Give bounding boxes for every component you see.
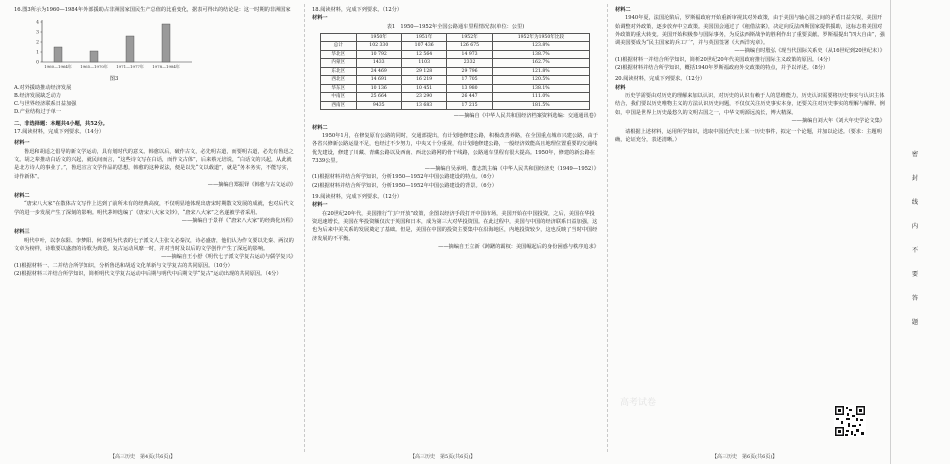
q17-requirement-1: (1)根据材料一、二并结合所学知识，分析鲁迅和胡适文化革新与文学复古的共同原因。（10分） — [14, 262, 233, 269]
q16-option-b: B.经济发展缺乏动力 — [14, 92, 61, 99]
table-row — [321, 67, 590, 76]
q16-option-a: A.对外援助推动经济发展 — [14, 84, 72, 91]
page-4-footer: 【高三历史 第4页(共6页)】 — [110, 454, 176, 460]
road-mileage-table — [320, 33, 590, 111]
page-6-column — [615, 6, 885, 452]
page-5-column — [312, 6, 599, 452]
y-tick-label: 2 — [36, 40, 39, 46]
x-tick-label: 1978—1984年 — [152, 64, 180, 70]
seal-line-char: 封 — [911, 175, 919, 182]
table-cell: 162.7% — [492, 59, 589, 68]
table-cell: 中南区 — [321, 93, 357, 102]
q19-material-2-label: 材料二 — [615, 7, 631, 13]
table-cell: 14 691 — [356, 76, 401, 85]
q20-material-label: 材料 — [615, 84, 626, 91]
q20-stem: 20.阅读材料，完成下列要求。（12分） — [615, 76, 706, 83]
q18-requirement-2: (2)根据材料并结合所学知识，分析1950—1952年中国公路建设的背景。（6分） — [312, 182, 497, 189]
q19-stem: 19.阅读材料，完成下列要求。（12分） — [312, 194, 403, 201]
table-cell: 25 664 — [356, 93, 401, 102]
table-cell: 总计 — [321, 42, 357, 51]
q20-material: 历史学需要由对历史的理解来加以认识，对历史的认识有赖于人的思维能力，历史认识需要将历史事实与认识主体结合，我们要以历史唯物主义的方法认识历史问题，不仅仅关注历史事实本身，还要关注对历史事实的理解与解释。例如，中国是世界上历史最悠久的文明古国之一，中华文明源远流长，博大精深。 — [615, 92, 885, 116]
column-divider — [607, 4, 608, 452]
table-cell: 2332 — [447, 59, 492, 68]
table-cell: 23 290 — [401, 93, 446, 102]
q18-requirement-1: (1)根据材料并结合所学知识，分析1950—1952年中国公路建设的特点。（6分） — [312, 174, 497, 181]
table-cell: 东北区 — [321, 67, 357, 76]
chart-bars — [54, 24, 170, 62]
y-tick-label: 1 — [36, 50, 39, 56]
q17-material-1: 鲁迅和胡适之倡导的新文学运动，具有划时代的意义。韩愈以后，破作古文，必先明古道，而要明古道，必先有鲁迅之文。胡之辈推动白话文的兴起，就民间而言，“这些诗文写在白话，而作文古体”，后来蔡元培说，“白话文的兴起，从此就是北方诗人的事业了。”，鲁迅宣言文学作品的思想，韩愈的这种说法，便是以先“文以载道”，就是“务本务实，不能写实，诗作新体”。 — [14, 148, 294, 180]
table-row — [321, 93, 590, 102]
table-header-cell: 1950年 — [356, 33, 401, 42]
bar-4 — [162, 24, 170, 62]
table-cell: 102 330 — [356, 42, 401, 51]
q19-requirement-1: (1)根据材料一并结合所学知识，简析20世纪20年代美国政府推行国际主义政策的原因。（4分） — [615, 56, 834, 63]
table-cell: 西北区 — [321, 76, 357, 85]
table-row — [321, 101, 590, 110]
table-row — [321, 76, 590, 85]
page-4-column — [14, 6, 296, 452]
q17-material-3: 明代中叶，以李东阳、李梦阳、何景明为代表的七子派文人主张文必秦汉，诗必盛唐，他们认为作文要以先秦、两汉的文章为榜样，诗歌要以盛唐的诗歌为典范。复古运动风靡一时，并对当时及以后的文学创作产生了深远的影响。 — [14, 237, 294, 252]
table-row — [321, 59, 590, 68]
q19-requirement-2: (2)根据材料并结合所学知识，概括1940年罗斯福政府外交政策的特点，并予以评述。（8分） — [615, 65, 829, 72]
table-cell: 121.8% — [492, 67, 589, 76]
table-cell: 138.1% — [492, 84, 589, 93]
seal-line-char: 线 — [911, 199, 919, 206]
binding-edge — [890, 0, 891, 464]
seal-line-char: 不 — [911, 247, 919, 254]
bar-3 — [126, 36, 134, 62]
q18-stem: 18.阅读材料，完成下列要求。（12分） — [312, 7, 403, 13]
table-header-cell: 1952年 — [447, 33, 492, 42]
y-tick-label: 3 — [36, 30, 39, 36]
q17-material-1-label: 材料一 — [14, 140, 30, 147]
table-cell: 17 215 — [447, 101, 492, 110]
q19-material-2-source: ——摘编自时殷弘《现当代国际关系史（从16世纪到20世纪末）》 — [734, 48, 885, 55]
table-header-cell: 1952年为1950年比较 — [492, 33, 589, 42]
table-cell: 29 128 — [401, 67, 446, 76]
table-cell: 17 705 — [447, 76, 492, 85]
x-tick-label: 1965—1970年 — [80, 64, 108, 70]
table-row — [321, 50, 590, 59]
table-cell: 华北区 — [321, 50, 357, 59]
seal-line-char: 答 — [911, 295, 919, 302]
table-cell: 13 683 — [401, 101, 446, 110]
q18-material-1-label: 材料一 — [312, 15, 328, 22]
table-cell: 14 973 — [447, 50, 492, 59]
chart-caption: 图3 — [109, 76, 119, 83]
q19-material-1-source: ——摘编自王立新《踌躇的霸权：美国崛起后的身份困惑与秩序追求》 — [438, 243, 599, 250]
table-cell: 120.5% — [492, 76, 589, 85]
table-cell: 16 219 — [401, 76, 446, 85]
q17-requirement-2: (2)根据材料三并结合所学知识，简析明代文学复古运动中后期与明代中后期文学“复古”运动出现的共同原因。（4分） — [14, 270, 282, 277]
q17-material-2-source: ——摘编自于景祥《“唐宋八大家”的经典化历程》 — [181, 218, 296, 225]
table-cell: 12 564 — [401, 50, 446, 59]
y-tick-label: 4 — [36, 20, 39, 26]
table-cell: 107 436 — [401, 42, 446, 51]
x-tick-label: 1960—1964年 — [44, 64, 72, 70]
q17-stem: 17.阅读材料，完成下列要求。（14分） — [14, 129, 105, 136]
table-header-cell — [321, 33, 357, 42]
table-cell: 内蒙区 — [321, 59, 357, 68]
qr-code-icon — [834, 405, 866, 437]
seal-line-char: 内 — [911, 223, 919, 230]
q19-material-2: 1940年夏，法国沦陷后，罗斯福政府开始重新审视其对外政策，由于美国与轴心国之间的矛盾日益尖锐，美国开始调整对外政策，逐步放弃中立政策。美国国会通过了《租借法案》，决定向反法西斯国家提供援助，这标志着美国对外政策的重大转变。美国开始积极参与国际事务，为反法西斯战争的胜利作出了重要贡献。罗斯福提出“四大自由”，强调美国要成为“民主国家的兵工厂”，并与英国签署《大西洋宪章》。 — [615, 15, 885, 47]
column-divider — [304, 4, 305, 452]
table-row — [321, 84, 590, 93]
table-cell: 华东区 — [321, 84, 357, 93]
table-source: ——摘编自《中华人民共和国经济档案资料选编：交通通讯卷》 — [453, 113, 599, 120]
q17-material-3-label: 材料三 — [14, 229, 30, 236]
table-cell: 111.0% — [492, 93, 589, 102]
table-cell: 1103 — [401, 59, 446, 68]
q16-option-d: D.产业结构过于单一 — [14, 109, 62, 116]
table-cell: 10 136 — [356, 84, 401, 93]
table-caption: 表1 1950—1952年全国公路通车里程情况表(单位：公里) — [386, 23, 525, 30]
table-cell: 10 451 — [401, 84, 446, 93]
table-cell: 138.7% — [492, 50, 589, 59]
table-cell: 1433 — [356, 59, 401, 68]
bar-1 — [54, 47, 62, 62]
q20-material-source: ——摘编自刘大年《刘大年史学论文集》 — [791, 117, 885, 124]
q17-material-1-source: ——摘编自郑振铎《韩愈与古文运动》 — [207, 181, 296, 188]
table-cell: 126 675 — [447, 42, 492, 51]
q16-option-c: C.与世界经济联系日益加强 — [14, 101, 77, 108]
q16-stem: 16.图3所示为1960—1984年外部援助占非洲国家国民生产总值的比重变化，据表可得出的结论是：这一时期的非洲国家 — [14, 7, 291, 13]
seal-line-notice — [910, 150, 920, 342]
q17-material-3-source: ——摘编自王小舒《明代七子派文学复古运动与儒学复兴》 — [161, 254, 296, 261]
q18-material-2: 1950年1月，在修复原有公路的同时，交通部提出，有计划地修建公路，积极改善养路，在全国重点城市兴建公路，由于各省兴修新公路运量不足，也经过不少努力，中央又十分重视，有计划地修建公路，一般经济效能高且地理位置重要的交通线优先建设，修建了川藏、青藏公路以及西南、西北公路网的骨干线路，公路通车里程有很大提高。1950年，修建的新公路在7339公里。 — [312, 132, 598, 164]
bar-2 — [90, 51, 98, 62]
table-cell: 西南区 — [321, 101, 357, 110]
q19-material-1: 在20世纪20年代，美国推行“门户开放”政策，企图以经济手段打开中国市场，美国开始在中国投资，之后，美国在华投资迅速增长，美国在华投资额仅次于英国和日本，成为第三大对华投资国。在此过程中，美国与中国的经济联系日益加强，这也为后来中美关系的发展奠定了基础。但是，美国在中国的投资主要集中在沿海地区，内地投资较少，这也反映了当时中国经济发展的不平衡。 — [312, 210, 598, 242]
seal-line-char: 密 — [911, 151, 919, 158]
table-row — [321, 42, 590, 51]
table-cell: 123.8% — [492, 42, 589, 51]
q18-material-2-source: ——摘编自吴承明、董志凯主编《中华人民共和国经济史（1949—1952）》 — [424, 166, 599, 173]
q18-material-2-label: 材料二 — [312, 124, 328, 131]
q17-material-2-label: 材料二 — [14, 193, 30, 200]
table-header-cell: 1951年 — [401, 33, 446, 42]
y-tick-label: 0 — [36, 60, 39, 66]
section-title: 二、非选择题：本题共4小题，共52分。 — [14, 120, 108, 127]
x-tick-label: 1971—1977年 — [116, 64, 144, 70]
table-cell: 9435 — [356, 101, 401, 110]
seal-line-char: 题 — [911, 319, 919, 326]
table-cell: 10 792 — [356, 50, 401, 59]
table-cell: 181.5% — [492, 101, 589, 110]
table-cell: 24 469 — [356, 67, 401, 76]
watermark: 高考试卷 — [620, 398, 657, 408]
table-cell: 29 796 — [447, 67, 492, 76]
table-cell: 26 447 — [447, 93, 492, 102]
q19-material-1-label: 材料一 — [312, 202, 328, 209]
table-header-row — [321, 33, 590, 42]
aid-bar-chart — [20, 16, 220, 74]
q20-task: 请根据上述材料，运用所学知识，选取中国近代史上某一历史事件，拟定一个论题，并加以论述。（要求：主题明确，论证充分，表述清晰。） — [615, 129, 882, 144]
page-6-footer: 【高三历史 第6页(共6页)】 — [712, 454, 778, 460]
table-cell: 13 980 — [447, 84, 492, 93]
page-5-footer: 【高三历史 第5页(共6页)】 — [410, 454, 476, 460]
q17-material-2: “唐宋八大家”在散体古文写作上达到了前所未有的经典高度，不仅明显地体现出唐宋时期散文发展的成就，也对后代文学的进一步发展产生了深刻的影响。明代茅坤选编了《唐宋八大家文钞》，“唐宋八大家”之名遂被学者采用。 — [14, 201, 294, 216]
seal-line-char: 要 — [911, 271, 919, 278]
